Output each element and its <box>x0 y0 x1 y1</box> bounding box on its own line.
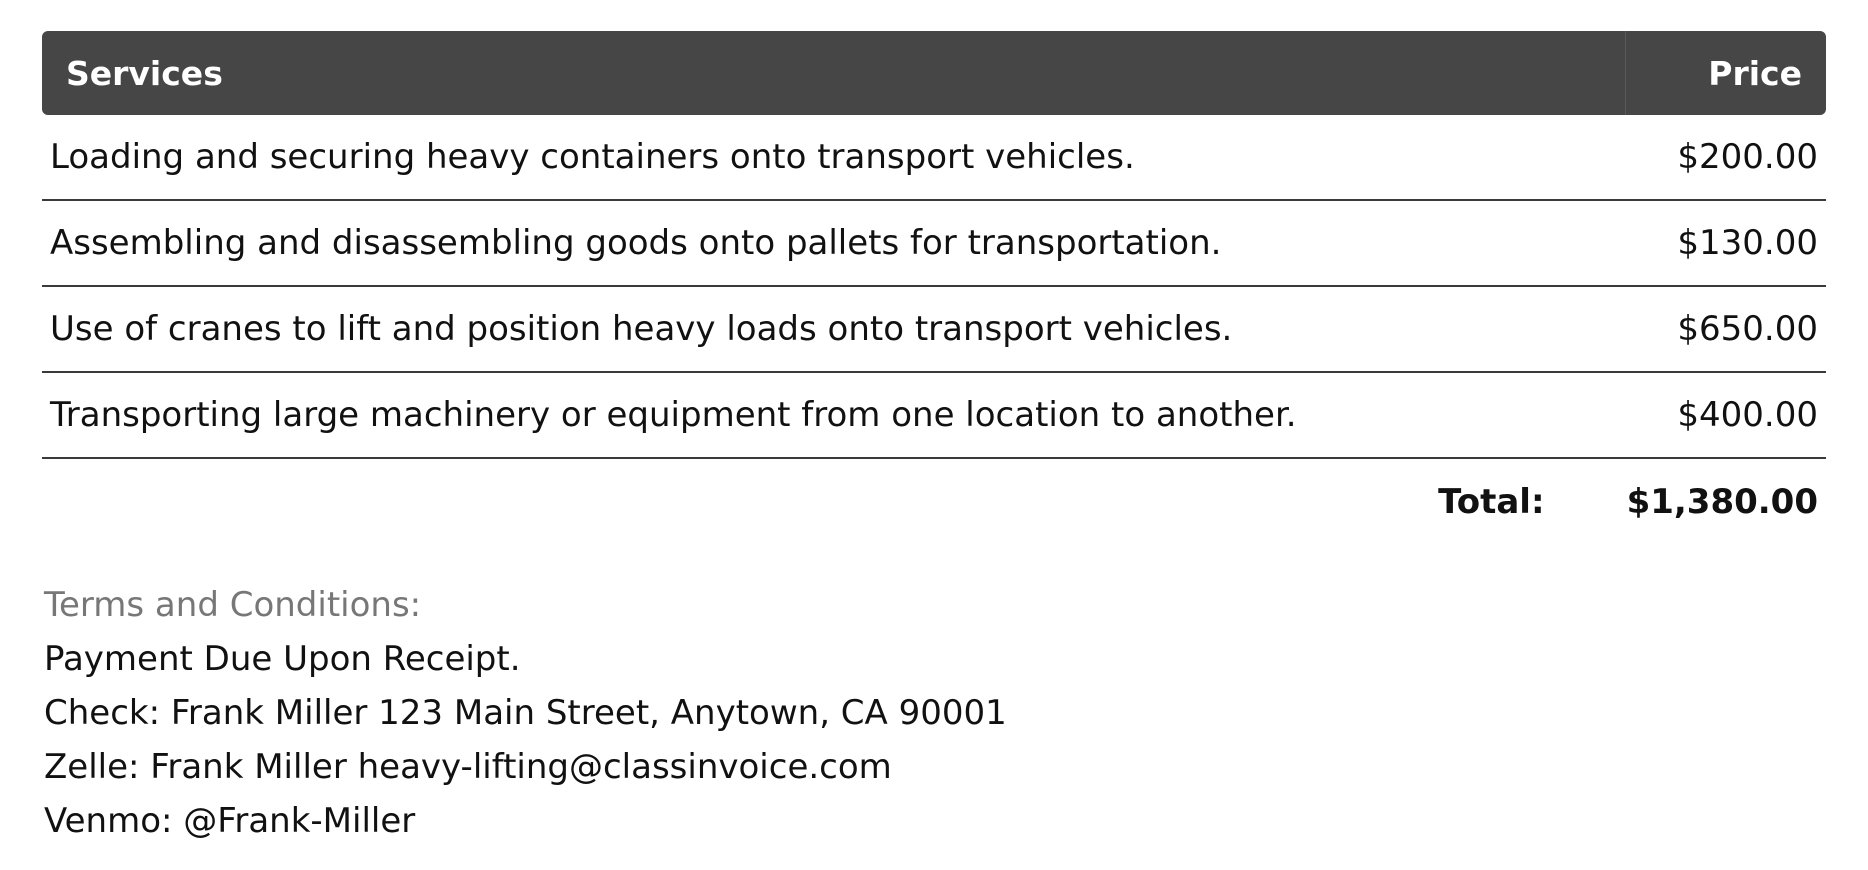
table-row <box>42 201 1826 287</box>
total-label: Total: <box>1438 482 1545 522</box>
total-row <box>42 459 1826 545</box>
services-table <box>42 31 1826 545</box>
service-price: $400.00 <box>1677 395 1818 435</box>
terms-line-venmo: Venmo: @Frank-Miller <box>44 801 416 841</box>
terms-line-payment: Payment Due Upon Receipt. <box>44 639 521 679</box>
service-description: Loading and securing heavy containers onto transport vehicles. <box>50 137 1135 177</box>
service-price: $130.00 <box>1677 223 1818 263</box>
service-description: Use of cranes to lift and position heavy loads onto transport vehicles. <box>50 309 1233 349</box>
terms-and-conditions <box>44 578 1007 848</box>
service-price: $200.00 <box>1677 137 1818 177</box>
table-row <box>42 373 1826 459</box>
service-price: $650.00 <box>1677 309 1818 349</box>
price-column-header: Price <box>1708 53 1802 93</box>
terms-title: Terms and Conditions: <box>44 585 422 625</box>
service-description: Assembling and disassembling goods onto pallets for transportation. <box>50 223 1222 263</box>
total-value: $1,380.00 <box>1626 482 1818 522</box>
service-description: Transporting large machinery or equipment from one location to another. <box>50 395 1297 435</box>
table-header <box>42 31 1826 115</box>
table-row <box>42 287 1826 373</box>
table-row <box>42 115 1826 201</box>
terms-line-zelle: Zelle: Frank Miller heavy-lifting@classinvoice.com <box>44 747 892 787</box>
services-column-header: Services <box>66 53 223 93</box>
terms-line-check: Check: Frank Miller 123 Main Street, Anytown, CA 90001 <box>44 693 1007 733</box>
